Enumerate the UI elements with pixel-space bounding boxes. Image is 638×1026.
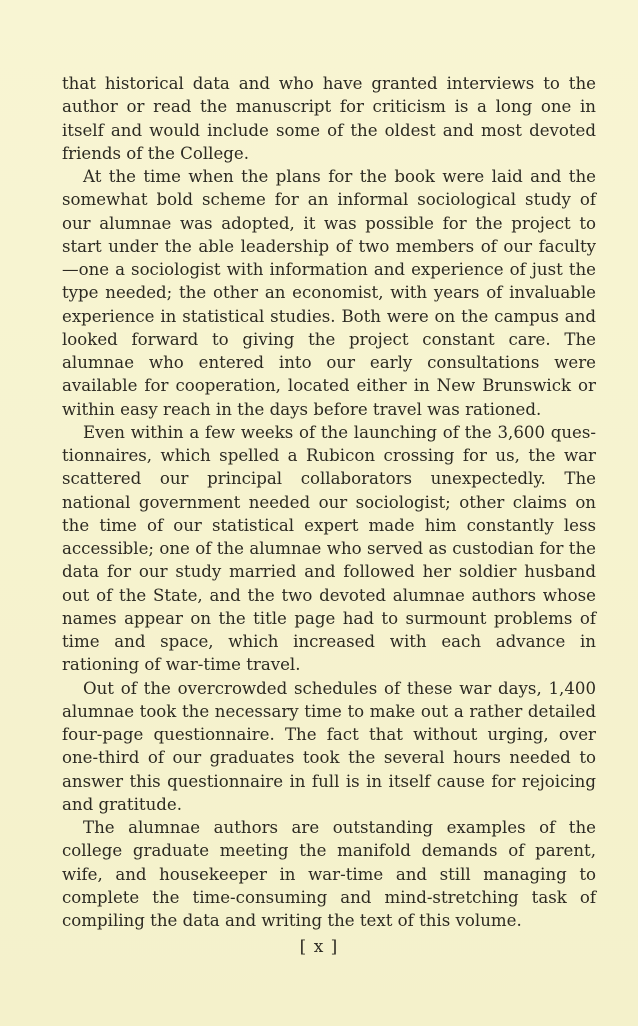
paragraph-5: The alumnae authors are outstanding examples of the college graduate meeting the manifold demands of parent, wife, and housekeeper in war-time and still managing to complete the time-consuming and mind-stretching task of compiling the data and writing the text of this volume.: [62, 818, 596, 930]
page-number: [ x ]: [299, 937, 339, 957]
body-text: [62, 72, 596, 932]
paragraph-4: Out of the overcrowded schedules of these war days, 1,400 alumnae took the necessary time to make out a rather detailed four-page questionnaire. The fact that without urging, over one-third of our graduates took the several hours needed to answer this questionnaire in full is in itself cause for rejoicing and gratitude.: [62, 678, 596, 814]
paragraph-1: that historical data and who have granted interviews to the author or read the manuscript for criticism is a long one in itself and would include some of the oldest and most devoted friends of the College.: [62, 74, 596, 163]
paragraph-3: Even within a few weeks of the launching of the 3,600 questionnaires, which spelled a Rubicon crossing for us, the war scattered our principal collaborators unexpectedly. The national government needed our sociologist; other claims on the time of our statistical expert made him constantly less accessible; one of the alumnae who served as custodian for the data for our study married and followed her soldier husband out of the State, and the two devoted alumnae authors whose names appear on the title page had to surmount problems of time and space, which increased with each advance in rationing of war-time travel.: [62, 422, 596, 675]
paragraph-2: At the time when the plans for the book were laid and the somewhat bold scheme for an informal sociological study of our alumnae was adopted, it was possible for the project to start under the able leadership of two members of our faculty—one a sociologist with information and experience of just the type needed; the other an economist, with years of invaluable experience in statistical studies. Both were on the campus and looked forward to giving the project constant care. The alumnae who entered into our early consultations were available for cooperation, located either in New Brunswick or within easy reach in the days before travel was rationed.: [62, 167, 596, 419]
